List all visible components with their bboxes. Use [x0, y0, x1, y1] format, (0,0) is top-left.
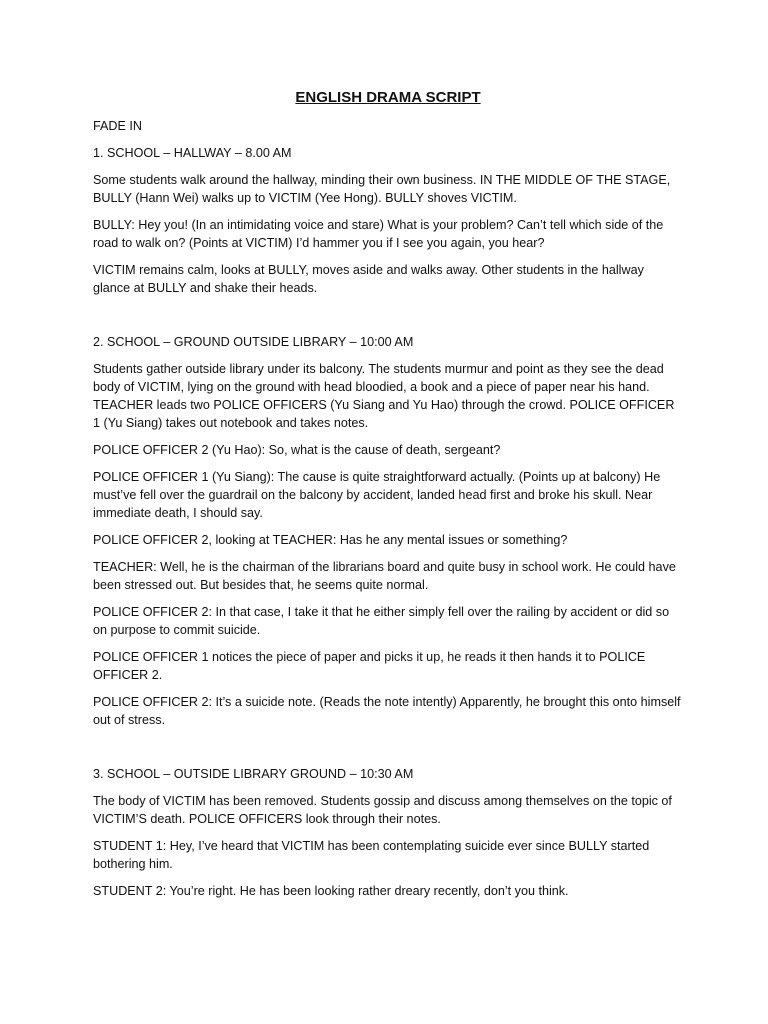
scene-spacer — [93, 306, 683, 333]
scene-paragraph: POLICE OFFICER 2: In that case, I take it that he either simply fell over the railing by accident or did so on purpose to commit suicide. — [93, 605, 670, 637]
scene-paragraph: Students gather outside library under its balcony. The students murmur and point as they see the dead body of VICTIM, lying on the ground with head bloodied, a book and a piece of paper near his hand. TEACHER leads two POLICE OFFICERS (Yu Siang and Yu Hao) through the crowd. POLICE OFFICER 1 (Yu Siang) takes out notebook and takes notes. — [93, 362, 675, 430]
fade-in-direction: FADE IN — [93, 119, 142, 133]
scene-paragraph: VICTIM remains calm, looks at BULLY, moves aside and walks away. Other students in the hallway glance at BULLY and shake their heads. — [93, 263, 644, 295]
scene-heading: 3. SCHOOL – OUTSIDE LIBRARY GROUND – 10:30 AM — [93, 767, 414, 781]
scene-paragraph: POLICE OFFICER 2, looking at TEACHER: Has he any mental issues or something? — [93, 533, 568, 547]
scene-heading: 1. SCHOOL – HALLWAY – 8.00 AM — [93, 146, 292, 160]
script-page — [93, 88, 683, 909]
scene-paragraph: POLICE OFFICER 2: It’s a suicide note. (Reads the note intently) Apparently, he brought this onto himself out of stress. — [93, 695, 681, 727]
scene-3 — [93, 765, 683, 900]
scene-2 — [93, 333, 683, 729]
scene-spacer — [93, 738, 683, 765]
scene-paragraph: POLICE OFFICER 2 (Yu Hao): So, what is the cause of death, sergeant? — [93, 443, 501, 457]
scene-paragraph: BULLY: Hey you! (In an intimidating voice and stare) What is your problem? Can’t tell which side of the road to walk on? (Points at VICTIM) I’d hammer you if I see you again, you hear? — [93, 218, 664, 250]
scene-paragraph: STUDENT 2: You’re right. He has been looking rather dreary recently, don’t you think. — [93, 884, 569, 898]
scene-paragraph: POLICE OFFICER 1 (Yu Siang): The cause is quite straightforward actually. (Points up at balcony) He must’ve fell over the guardrail on the balcony by accident, landed head first and broke his skull. Near immediate death, I should say. — [93, 470, 661, 520]
scene-heading: 2. SCHOOL – GROUND OUTSIDE LIBRARY – 10:00 AM — [93, 335, 414, 349]
scene-paragraph: STUDENT 1: Hey, I’ve heard that VICTIM has been contemplating suicide ever since BULLY started bothering him. — [93, 839, 650, 871]
scene-paragraph: POLICE OFFICER 1 notices the piece of paper and picks it up, he reads it then hands it to POLICE OFFICER 2. — [93, 650, 646, 682]
scene-1 — [93, 144, 683, 297]
scene-paragraph: Some students walk around the hallway, minding their own business. IN THE MIDDLE OF THE STAGE, BULLY (Hann Wei) walks up to VICTIM (Yee Hong). BULLY shoves VICTIM. — [93, 173, 671, 205]
scene-paragraph: The body of VICTIM has been removed. Students gossip and discuss among themselves on the topic of VICTIM’S death. POLICE OFFICERS look through their notes. — [93, 794, 672, 826]
scene-paragraph: TEACHER: Well, he is the chairman of the librarians board and quite busy in school work. He could have been stressed out. But besides that, he seems quite normal. — [93, 560, 676, 592]
document-title: ENGLISH DRAMA SCRIPT — [295, 89, 481, 106]
